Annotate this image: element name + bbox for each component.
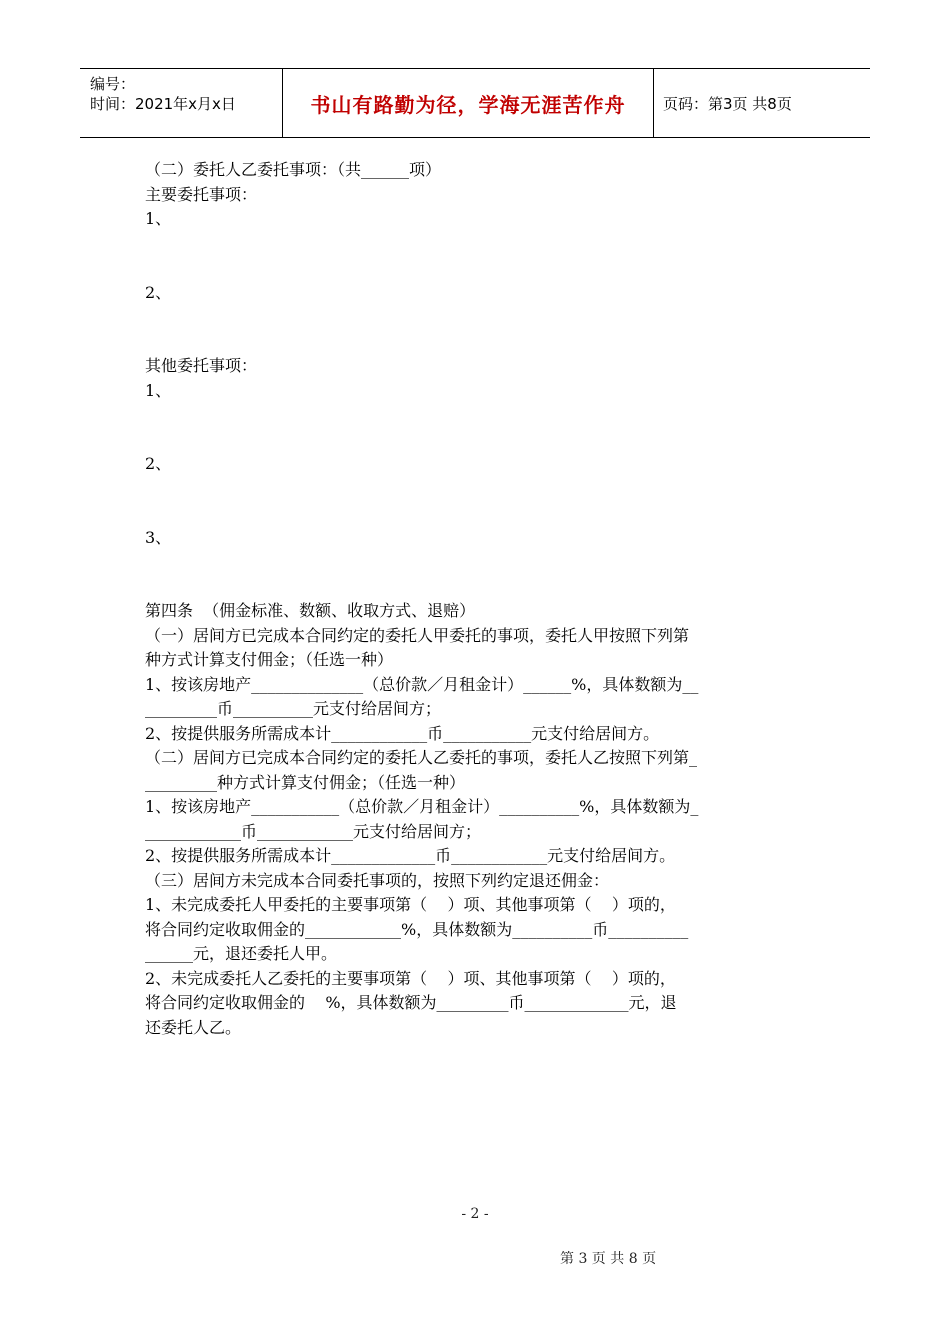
- motto-text: 书山有路勤为径，学海无涯苦作舟: [310, 92, 626, 117]
- other-matter-1: 1、: [145, 380, 172, 400]
- header-meta-cell: [80, 69, 282, 137]
- other-matter-2: 2、: [145, 454, 172, 473]
- clause-line: 1、按该房地产______________（总价款／月租金计）______%，具体数额为__: [145, 674, 699, 694]
- clause-line: 2、按提供服务所需成本计____________币___________元支付给居间方。: [145, 723, 660, 743]
- page-of-total: 第 3 页 共 8 页: [560, 1251, 657, 1267]
- clause-line: 2、按提供服务所需成本计_____________币____________元支付给居间方。: [145, 846, 676, 865]
- clause-line: 将合同约定收取佣金的____________%，具体数额为__________币__________: [145, 919, 689, 939]
- time-label: 时间：2021年x月x日: [90, 95, 236, 113]
- section-client-b-matters: （二）委托人乙委托事项：（共______项）: [145, 160, 442, 179]
- clause-line: ____________币____________元支付给居间方；: [145, 821, 482, 841]
- main-matter-1: 1、: [145, 209, 172, 228]
- header-page-label: 页码：第3页 共8页: [663, 94, 792, 113]
- main-matter-2: 2、: [145, 282, 172, 302]
- header-page-cell: [653, 69, 880, 137]
- other-matter-3: 3、: [145, 527, 172, 547]
- clause-line: 还委托人乙。: [145, 1017, 242, 1037]
- page-number: - 2 -: [461, 1206, 489, 1222]
- clause-line: （一）居间方已完成本合同约定的委托人甲委托的事项，委托人甲按照下列第: [145, 625, 690, 645]
- document-body: [145, 158, 815, 1040]
- clause-line: 种方式计算支付佣金；（任选一种）: [145, 650, 394, 669]
- clause-line: 1、按该房地产___________（总价款／月租金计）__________%，具体数额为_: [145, 797, 699, 816]
- clause-line: 1、未完成委托人甲委托的主要事项第（ ）项、其他事项第（ ）项的，: [145, 895, 676, 914]
- serial-label: 编号：: [90, 75, 136, 93]
- article-four-heading: 第四条 （佣金标准、数额、收取方式、退赔）: [145, 601, 476, 620]
- clause-line: _________种方式计算支付佣金；（任选一种）: [145, 772, 466, 792]
- clause-line: （三）居间方未完成本合同委托事项的，按照下列约定退还佣金：: [145, 870, 610, 890]
- document-header: [80, 68, 870, 138]
- clause-line: （二）居间方已完成本合同约定的委托人乙委托的事项，委托人乙按照下列第_: [145, 748, 698, 767]
- clause-line: ______元，退还委托人甲。: [145, 944, 338, 963]
- main-matters-heading: 主要委托事项：: [145, 184, 258, 204]
- clause-line: 将合同约定收取佣金的 %，具体数额为_________币_____________元，退: [145, 993, 677, 1012]
- other-matters-heading: 其他委托事项：: [145, 356, 258, 375]
- clause-line: 2、未完成委托人乙委托的主要事项第（ ）项、其他事项第（ ）项的，: [145, 968, 676, 988]
- clause-line: _________币__________元支付给居间方；: [145, 699, 442, 718]
- header-motto-cell: [282, 69, 654, 137]
